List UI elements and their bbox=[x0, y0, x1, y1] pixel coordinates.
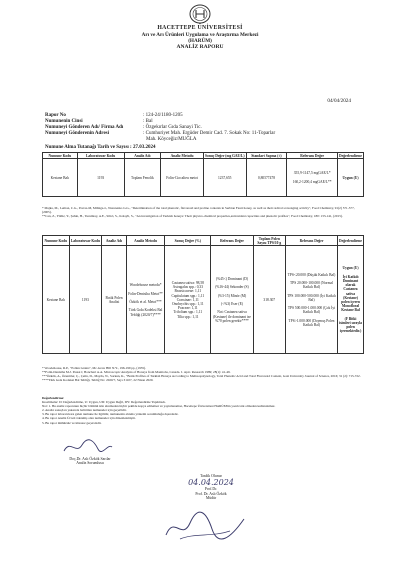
info-row: Rapor No : 124-24/1180-1205 bbox=[45, 113, 183, 118]
acceptance-date: Numune Alma Tutanağı Tarih ve Sayısı : 27.03.2024 bbox=[45, 145, 156, 150]
table-row bbox=[43, 159, 364, 197]
evaluation-codes: Kısaltmalar: D: Değerlendirme, U: Uygun, UD: Uygun Değil, DY: Değerlendirme Yapılmadı. bbox=[42, 400, 166, 405]
col-header: Laboratuvar Kodu bbox=[69, 236, 102, 246]
note-item: 4. Bu rapor Analiz Ücreti ödenmiş olan numuneler için düzenlenmiştir. bbox=[42, 416, 136, 421]
col-header: Laboratuvar Kodu bbox=[77, 153, 124, 159]
table-cell: TPS<20.000 (Düşük Katkılı Bal) TPS 20.000-100.000 (Normal Katkılı Bal) TPS 100.000-500.000 (İyi Katkılı Bal) TPS 500.000-1.000.000 (Çok İyi Katkılı Bal) TPS>1.000.000 (Doymuş Polen Katkılı Bal) bbox=[285, 246, 337, 354]
info-row: Numunenin Cinsi : Bal bbox=[45, 119, 153, 124]
col-header: Toplam Polen Sayısı TPS/10 g bbox=[253, 236, 285, 246]
col-header: Sonuç Değer (mg GAE/L) bbox=[204, 153, 245, 158]
report-date: 04/04/2024 bbox=[327, 98, 351, 104]
signer-role: Analiz Sorumlusu bbox=[76, 461, 104, 466]
table-row bbox=[43, 246, 364, 354]
reference-item: **Folin-Denisiha M.J. Pausé J, Bonchart A.A. Microscopic Analysis of Honeys from Manitoba, Canada. J. Apic. Research 1989; 28(1): 41-49. bbox=[42, 370, 231, 375]
table-cell: 1193 bbox=[77, 159, 124, 197]
signature-date: 04.04.2024 bbox=[188, 478, 234, 488]
table-cell: 355,9-1147,5 mgGAE/L* 160,2-1200,4 mgGAE/L** bbox=[287, 159, 338, 197]
col-header: Referans Değer bbox=[287, 153, 338, 159]
note-item: 3. Bu rapor laboratuvara gelen numune ile ilgilidir, numunenin alınma yöntemi sorumluluğu dışındadır. bbox=[42, 412, 179, 417]
table-cell: Botik Polen Analizi bbox=[102, 246, 127, 354]
address-line2: Mah. Köyceğiz/MUĞLA bbox=[146, 137, 197, 142]
col-header: Referans Değer bbox=[211, 236, 253, 246]
report-title: ANALİZ RAPORU bbox=[176, 44, 224, 50]
col-header: Değerlendirme bbox=[339, 153, 362, 158]
table-cell: Folin-Ciocalteu metot bbox=[161, 159, 204, 197]
reference-item: ***Özkök, A., Özenirler, Ç., Çetin, D., Mayda, N., Sorkun, K., "Botik Profiles of Turkish Honeys According to Melissopalynology, Total Phenolic Acid and Total Flavonoid Content, Gazi University Journal of Science, 2016; 31 (2): 715-722. bbox=[42, 374, 361, 379]
table-cell: 1237,655 bbox=[203, 159, 246, 197]
evaluation-block bbox=[42, 396, 362, 425]
note-item: 5. Bu rapor mühürsüz ve imzasız geçersizdir. bbox=[42, 420, 102, 425]
references-2 bbox=[42, 366, 362, 382]
info-row: Numuneyi Gönderenin Adresi : Cumhuriyet Mah. Ergüder Demir Cad. 7. Sokak No: 11-Toparlar bbox=[45, 131, 276, 136]
table-cell: 0,80577478 bbox=[246, 159, 287, 197]
center-abbr: (HARÜM) bbox=[188, 38, 212, 44]
university-name: HACETTEPE ÜNİVERSİTESİ bbox=[157, 25, 243, 31]
info-block bbox=[45, 113, 275, 137]
note-item: Not: 1. Bu analiz raporunun hiçbir bölümü izin alınmadan hiçbir şekilde kopya edilemez ve yayınlanamaz, Hacettepe Üniversitesi HARÜM'ün yazılı izni olmadan kullanılamaz. bbox=[42, 404, 276, 409]
reference-item: * Woodehouse, R.P., "Pollen Grains", Mc-Graw Hill N.Y., 196-199 pp, (1935). bbox=[42, 366, 146, 370]
signer-name: Doç.Dr. Aslı Özkök Sarılar bbox=[69, 457, 111, 461]
table-header-row bbox=[43, 236, 364, 246]
col-header: Sonuç Değer (%) bbox=[165, 236, 211, 246]
signer-name: Prof. Dr. Aslı Özkök bbox=[195, 491, 227, 496]
evaluation-title: Değerlendirme: bbox=[42, 396, 65, 400]
signature-left bbox=[50, 457, 130, 466]
certify-label: Tasdik Olunur bbox=[200, 474, 222, 478]
reference-item: ****Türk Gıda Kodeksi Bal Tebliği, Tebliğ No: 2020/7, Sayı 31107, 22 Nisan 2020. bbox=[42, 378, 154, 383]
reference-item: * Majka, M., Lemon, C.G., Porras-M, Milinga-L, Nazarenko G.G., "Determination of the total phenolic, flavonoid and proline contents in Serbian Fauri honey, as well as their radical scavenging activity", Food Chemistry, 91(2) 571-577, (2005). bbox=[42, 206, 355, 215]
signer-title: Prof.Dr. bbox=[204, 487, 218, 492]
center-name: Arı ve Arı Ürünleri Uygulama ve Araştırma Merkezi bbox=[141, 32, 259, 38]
col-header: Numune Kodu bbox=[43, 153, 78, 159]
table-cell: Uygun (U) İyi Katkılı Dominant olarak Castanea sativa (Kestane) polen içeren Monofloral Kestane Bal (F Bitki isimleri sırayla polen içermektedir.) bbox=[338, 246, 364, 354]
col-header: Analiz Adı bbox=[102, 236, 127, 246]
info-row: Numuneyi Gönderen Adı/ Firma Adı : Özgekırlar Gıda Sanayi Tic. bbox=[45, 125, 202, 130]
col-header: Değerlendirme bbox=[338, 236, 364, 246]
col-header: Analiz Metodu bbox=[161, 153, 204, 159]
table-cell: (%45<) Dominant (D) (%16-44) Sekonder (S) (%3-15) Minör (M) (<%3) Eser (E) Not: Castanea sativa (Kestane) ile dominant ise %70 polen gerekir**** bbox=[211, 246, 253, 354]
table-cell: Toplam Fenolik bbox=[124, 159, 161, 197]
table-cell: 318.307 bbox=[253, 246, 285, 354]
signature-right bbox=[176, 474, 246, 501]
col-header: Analiz Adı bbox=[124, 153, 161, 159]
col-header: Analiz Metodu bbox=[126, 236, 164, 246]
col-header: Numune Kodu bbox=[43, 236, 70, 246]
note-item: 2. Analiz sonuçları yukarıda belirtilen numuneler için geçerlidir. bbox=[42, 408, 127, 413]
table-cell: Kestane Balı bbox=[43, 159, 78, 197]
pollen-table bbox=[42, 235, 364, 354]
table-cell: Kestane Balı bbox=[43, 246, 70, 354]
signature-left-icon bbox=[60, 437, 115, 457]
references-1 bbox=[42, 206, 362, 218]
col-header: Referans Değer bbox=[285, 236, 337, 246]
table-cell: Woodehouse metodu* Folin-Denisiha Metot** Özkök et al. Metot*** Türk Gıda Kodeksi Bal Tebliği (2020/7)**** bbox=[126, 246, 164, 354]
reference-item: **Can, Z., Yildiz, Y., Şahin, H., Turumtay, A.E., Silici, S., Kolayli, S., "An investigation of Turkish honeys: Their physico-chemical properties,antioxidant capacities and phenolic profiles", Food Chemistry, 180: 133-141, (2015). bbox=[42, 214, 343, 219]
col-header: Standart Sapma (±) bbox=[246, 153, 287, 159]
table-cell: Uygun (U) bbox=[338, 159, 364, 197]
signature-right-icon bbox=[160, 505, 250, 545]
phenolic-table bbox=[42, 152, 364, 197]
university-logo bbox=[189, 4, 211, 24]
signer-role: Müdür bbox=[205, 496, 217, 501]
table-cell: 1193 bbox=[69, 246, 102, 354]
table-cell: Castanea sativa: 98,58 Astragalus spp.: 0,33 Brassicaceae: 1,11 Capitulatum spp.: 1,11 Crassinae: 1,11 Onobrychis spp.: 1,11 Poaceae: 1,11 Trifolium spp.: 1,11 Tilia spp.: 1,11 bbox=[165, 246, 211, 354]
